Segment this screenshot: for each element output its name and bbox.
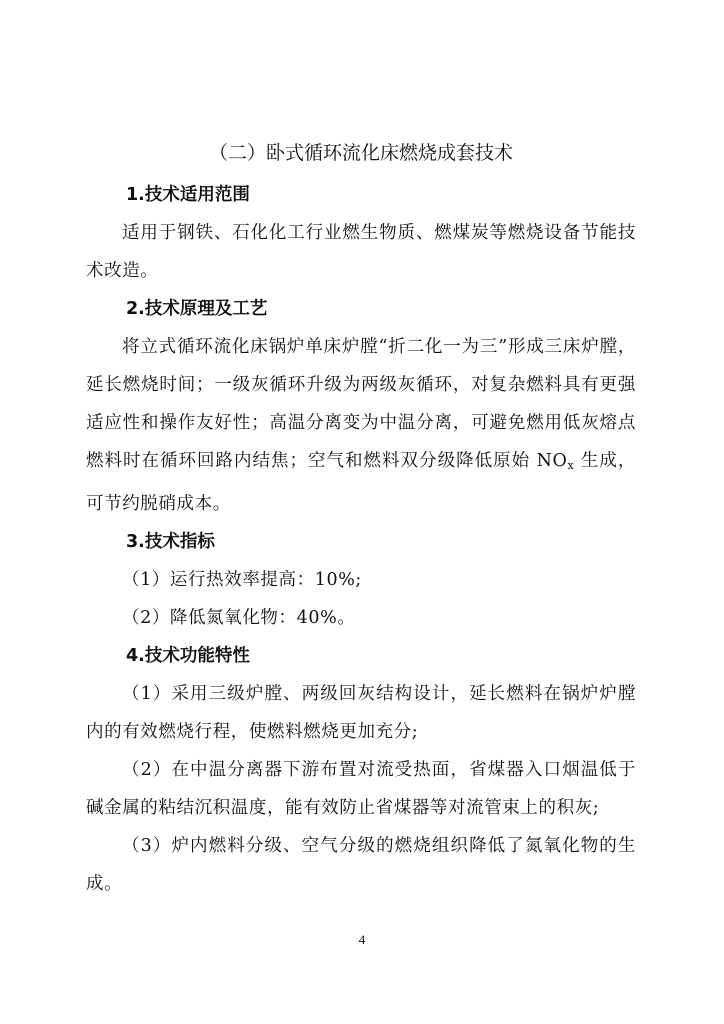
feature-item-2: （2）在中温分离器下游布置对流受热面，省煤器入口烟温低于碱金属的粘结沉积温度，能有效防止省煤器等对流管束上的积灰; bbox=[86, 760, 636, 818]
indicator-item-1: （1）运行热效率提高：10%; bbox=[122, 570, 362, 590]
heading-scope: 1.技术适用范围 bbox=[126, 185, 250, 205]
feature-item-3: （3）炉内燃料分级、空气分级的燃烧组织降低了氮氧化物的生成。 bbox=[86, 836, 636, 894]
feature-item-1: （1）采用三级炉膛、两级回灰结构设计，延长燃料在锅炉炉膛内的有效燃烧行程，使燃料燃烧更加充分; bbox=[86, 684, 636, 742]
heading-principle: 2.技术原理及工艺 bbox=[126, 299, 268, 319]
paragraph-principle bbox=[86, 328, 636, 523]
heading-indicators: 3.技术指标 bbox=[126, 532, 215, 552]
indicator-item-2: （2）降低氮氧化物：40%。 bbox=[122, 608, 356, 628]
nox-subscript: x bbox=[567, 459, 575, 472]
page-number: 4 bbox=[358, 932, 366, 947]
paragraph-scope: 适用于钢铁、石化化工行业燃生物质、燃煤炭等燃烧设备节能技术改造。 bbox=[86, 223, 636, 281]
heading-features: 4.技术功能特性 bbox=[126, 646, 250, 666]
section-title: （二）卧式循环流化床燃烧成套技术 bbox=[208, 142, 513, 164]
principle-text-main: 将立式循环流化床锅炉单床炉膛“折二化一为三”形成三床炉膛，延长燃烧时间；一级灰循环升级为两级灰循环，对复杂燃料具有更强适应性和操作友好性；高温分离变为中温分离，可避免燃用低灰熔点燃料时在循环回路内结焦；空气和燃料双分级降低原始 NO bbox=[86, 337, 636, 471]
principle-text-tail: 生成，可节约脱硝成本。 bbox=[86, 451, 637, 514]
